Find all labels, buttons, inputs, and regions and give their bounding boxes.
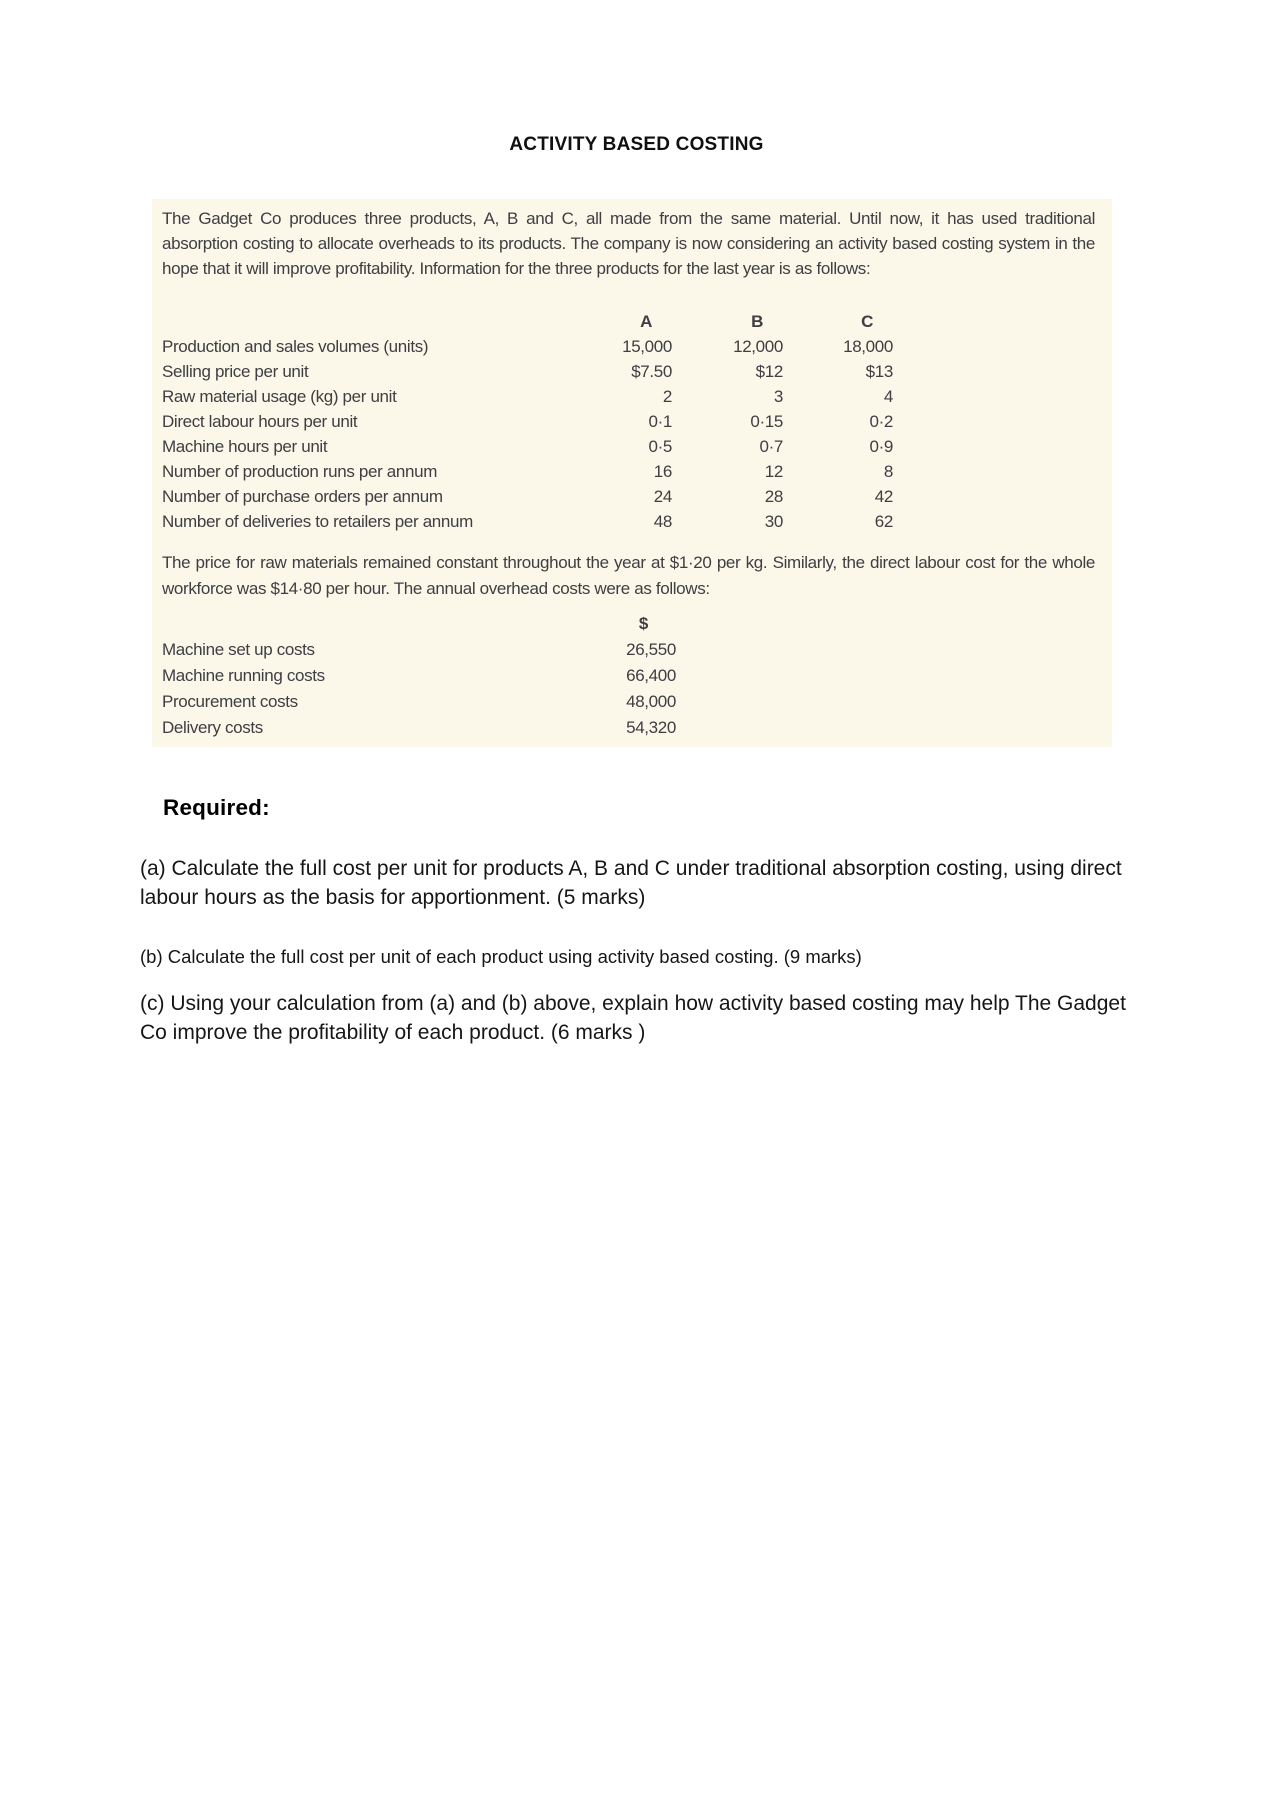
materials-paragraph: The price for raw materials remained constant throughout the year at $1·20 per kg. Similarly, the direct labour cost for the whole workforce was $14·80 per hour. The annual overhead costs were as follows: bbox=[162, 553, 1095, 598]
cell-a: 2 bbox=[662, 386, 672, 406]
row-label: Direct labour hours per unit bbox=[162, 411, 358, 431]
cell-a: 15,000 bbox=[622, 336, 672, 356]
question-a: (a) Calculate the full cost per unit for products A, B and C under traditional absorption costing, using direct labour hours as the basis for apportionment. (5 marks) bbox=[140, 857, 1122, 909]
cell-b: 12,000 bbox=[733, 336, 783, 356]
question-c: (c) Using your calculation from (a) and (b) above, explain how activity based costing may help The Gadget Co improve the profitability of each product. (6 marks ) bbox=[140, 992, 1126, 1044]
cell-b: 30 bbox=[764, 511, 783, 531]
cell-amount: 26,550 bbox=[626, 640, 676, 659]
table-row bbox=[162, 359, 893, 384]
overhead-table bbox=[162, 611, 676, 741]
table-row bbox=[162, 637, 676, 663]
cell-b: 3 bbox=[773, 386, 783, 406]
product-table bbox=[162, 309, 893, 534]
row-label: Machine set up costs bbox=[162, 640, 315, 659]
table-row bbox=[162, 434, 893, 459]
row-label: Raw material usage (kg) per unit bbox=[162, 386, 397, 406]
cell-c: 62 bbox=[874, 511, 893, 531]
cell-a: $7.50 bbox=[631, 361, 672, 381]
cell-a: 24 bbox=[653, 486, 672, 506]
table-row bbox=[162, 509, 893, 534]
required-heading: Required: bbox=[163, 795, 270, 820]
cell-b: 12 bbox=[764, 461, 783, 481]
cell-c: $13 bbox=[865, 361, 893, 381]
overhead-header-row bbox=[162, 611, 676, 637]
intro-paragraph: The Gadget Co produces three products, A, B and C, all made from the same material. Until now, it has used traditional absorption costing to allocate overheads to its products. The company is now considering an activity based costing system in the hope that it will improve profitability. Information for the three products for the last year is as follows: bbox=[162, 209, 1095, 278]
column-header-a: A bbox=[640, 311, 652, 331]
cell-amount: 48,000 bbox=[626, 692, 676, 711]
cell-a: 16 bbox=[653, 461, 672, 481]
row-label: Number of production runs per annum bbox=[162, 461, 438, 481]
row-label: Machine running costs bbox=[162, 666, 325, 685]
table-row bbox=[162, 689, 676, 715]
table-row bbox=[162, 663, 676, 689]
row-label: Production and sales volumes (units) bbox=[162, 336, 429, 356]
cell-b: 0·15 bbox=[750, 411, 783, 431]
row-label-header bbox=[162, 309, 522, 334]
table-row bbox=[162, 334, 893, 359]
column-header-b: B bbox=[751, 311, 763, 331]
cell-c: 4 bbox=[883, 386, 893, 406]
page-title: ACTIVITY BASED COSTING bbox=[509, 134, 764, 155]
question-b: (b) Calculate the full cost per unit of each product using activity based costing. (9 marks) bbox=[140, 946, 862, 967]
cell-c: 0·9 bbox=[869, 436, 893, 456]
row-label: Selling price per unit bbox=[162, 361, 309, 381]
cell-amount: 54,320 bbox=[626, 718, 676, 737]
cell-a: 0·1 bbox=[648, 411, 672, 431]
scenario-panel bbox=[152, 199, 1112, 747]
table-row bbox=[162, 484, 893, 509]
table-row bbox=[162, 459, 893, 484]
cell-amount: 66,400 bbox=[626, 666, 676, 685]
row-label: Delivery costs bbox=[162, 718, 263, 737]
overhead-label-header bbox=[162, 611, 522, 637]
row-label: Number of purchase orders per annum bbox=[162, 486, 443, 506]
currency-header: $ bbox=[638, 614, 648, 633]
cell-a: 0·5 bbox=[648, 436, 672, 456]
cell-c: 18,000 bbox=[843, 336, 893, 356]
row-label: Procurement costs bbox=[162, 692, 298, 711]
cell-a: 48 bbox=[653, 511, 672, 531]
cell-c: 8 bbox=[883, 461, 893, 481]
table-row bbox=[162, 384, 893, 409]
cell-c: 42 bbox=[874, 486, 893, 506]
row-label: Machine hours per unit bbox=[162, 436, 328, 456]
cell-b: 28 bbox=[764, 486, 783, 506]
cell-b: 0·7 bbox=[759, 436, 783, 456]
table-row bbox=[162, 715, 676, 741]
cell-c: 0·2 bbox=[869, 411, 893, 431]
product-table-header-row bbox=[162, 309, 893, 334]
table-row bbox=[162, 409, 893, 434]
cell-b: $12 bbox=[755, 361, 783, 381]
row-label: Number of deliveries to retailers per annum bbox=[162, 511, 473, 531]
column-header-c: C bbox=[861, 311, 873, 331]
